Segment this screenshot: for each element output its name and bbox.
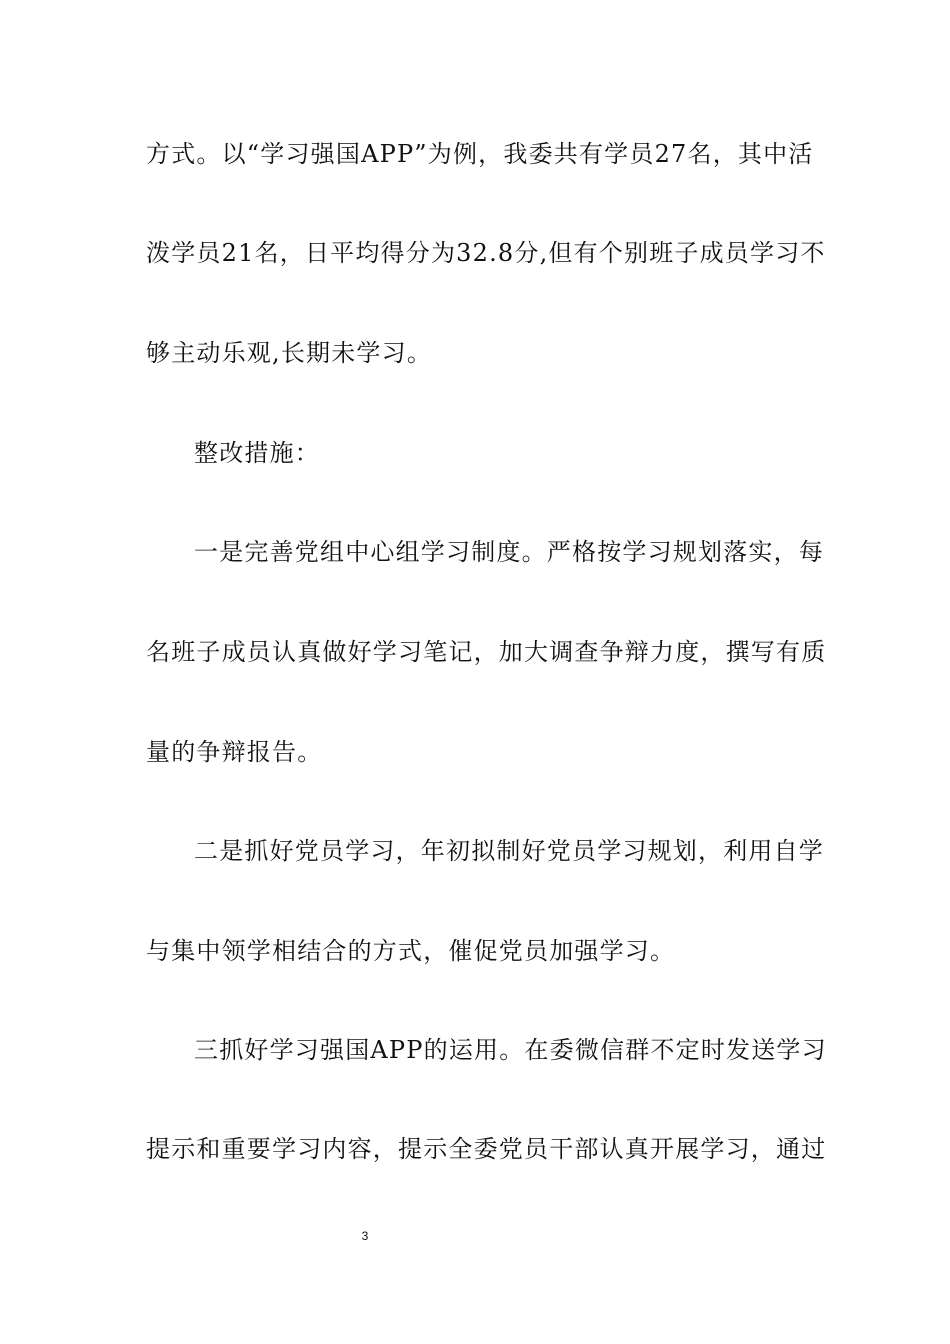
page-number: 3: [361, 1229, 369, 1243]
text-line: 三抓好学习强国APP的运用。在委微信群不定时发送学习: [194, 1036, 827, 1064]
text-line: 方式。以“学习强国APP”为例，我委共有学员27名，其中活: [146, 140, 814, 168]
section-heading: 整改措施：: [194, 439, 320, 467]
text-line: 提示和重要学习内容，提示全委党员干部认真开展学习，通过: [146, 1135, 827, 1163]
text-line: 二是抓好党员学习，年初拟制好党员学习规划，利用自学: [194, 837, 824, 865]
text-line: 与集中领学相结合的方式，催促党员加强学习。: [146, 937, 676, 965]
text-line: 名班子成员认真做好学习笔记，加大调查争辩力度，撰写有质: [146, 638, 827, 666]
text-line: 够主动乐观,长期未学习。: [146, 339, 433, 367]
text-line: 量的争辩报告。: [146, 738, 323, 766]
text-line: 一是完善党组中心组学习制度。严格按学习规划落实，每: [194, 538, 824, 566]
text-line: 泼学员21名，日平均得分为32.8分,但有个别班子成员学习不: [146, 239, 826, 267]
